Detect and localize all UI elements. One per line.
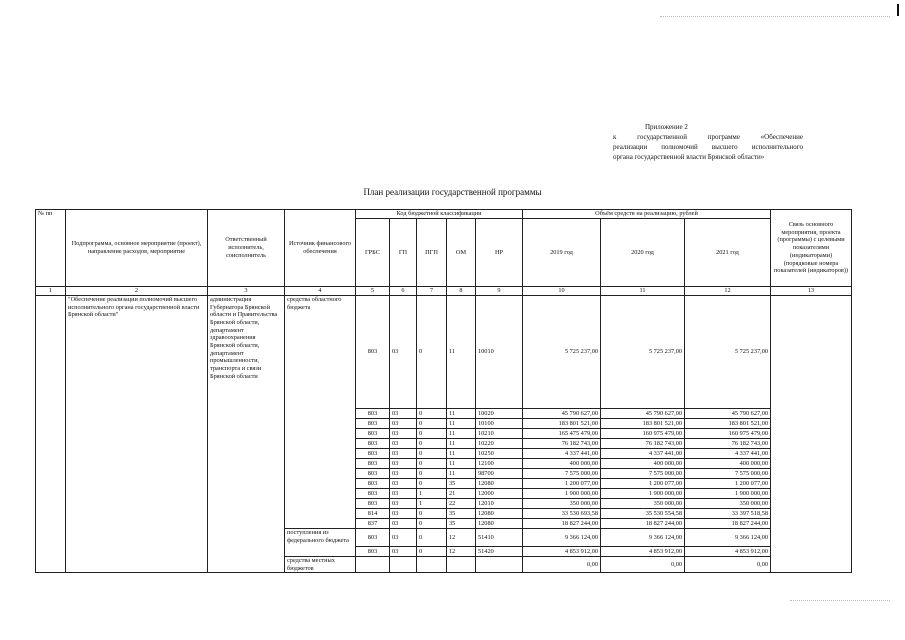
scan-dots-bottom (790, 600, 890, 601)
code-pgp-cell: 0 (417, 439, 447, 449)
amount-y2019-cell: 4 337 441,00 (523, 449, 601, 459)
amount-y2019-cell: 183 801 521,00 (523, 419, 601, 429)
code-gp-cell: 03 (390, 296, 417, 409)
amount-y2019-cell: 1 200 077,00 (523, 479, 601, 489)
code-gp-cell: 03 (390, 469, 417, 479)
amount-y2019-cell: 5 725 237,00 (523, 296, 601, 409)
column-number-cell: 12 (685, 287, 771, 296)
amount-y2019-cell: 7 575 000,00 (523, 469, 601, 479)
code-np-cell: 12010 (476, 499, 523, 509)
code-grbs-cell: 814 (356, 509, 390, 519)
code-grbs-cell: 803 (356, 459, 390, 469)
amount-y2020-cell: 183 801 521,00 (601, 419, 685, 429)
column-numbers-row (36, 287, 852, 296)
code-om-cell: 11 (447, 439, 476, 449)
amount-y2021-cell: 4 853 912,00 (685, 547, 771, 557)
scan-edge-mark (897, 4, 899, 16)
code-om-cell: 11 (447, 419, 476, 429)
column-number-cell: 9 (476, 287, 523, 296)
amount-y2019-cell: 0,00 (523, 557, 601, 573)
code-np-cell: 10210 (476, 429, 523, 439)
amount-y2019-cell: 9 366 124,00 (523, 529, 601, 547)
column-number-cell: 6 (390, 287, 417, 296)
code-grbs-cell: 803 (356, 409, 390, 419)
appendix-line-1: Приложение 2 (645, 123, 688, 131)
code-om-cell: 11 (447, 429, 476, 439)
appendix-line-2: к государственной программе «Обеспечение (613, 133, 803, 141)
code-om-cell: 11 (447, 449, 476, 459)
amount-y2019-cell: 1 900 000,00 (523, 489, 601, 499)
amount-y2021-cell: 33 397 518,58 (685, 509, 771, 519)
amount-y2020-cell: 5 725 237,00 (601, 296, 685, 409)
code-grbs-cell: 803 (356, 547, 390, 557)
amount-y2020-cell: 18 827 244,00 (601, 519, 685, 529)
column-number-cell: 5 (356, 287, 390, 296)
code-grbs-cell: 803 (356, 499, 390, 509)
amount-y2021-cell: 1 200 077,00 (685, 479, 771, 489)
code-om-cell: 21 (447, 489, 476, 499)
amount-y2021-cell: 4 337 441,00 (685, 449, 771, 459)
code-pgp-cell: 0 (417, 479, 447, 489)
code-pgp-cell: 0 (417, 529, 447, 547)
amount-y2020-cell: 1 900 000,00 (601, 489, 685, 499)
code-om-cell: 12 (447, 529, 476, 547)
code-gp-cell: 03 (390, 479, 417, 489)
code-om-cell: 11 (447, 459, 476, 469)
code-np-cell: 51410 (476, 529, 523, 547)
header-np: НР (476, 219, 523, 287)
appendix-line-3: реализации полномочий высшего исполнительного (613, 143, 803, 151)
amount-y2020-cell: 0,00 (601, 557, 685, 573)
code-om-cell: 35 (447, 519, 476, 529)
code-pgp-cell: 1 (417, 499, 447, 509)
code-pgp-cell: 0 (417, 519, 447, 529)
link-cell (771, 296, 852, 573)
amount-y2020-cell: 76 182 743,00 (601, 439, 685, 449)
amount-y2020-cell: 400 000,00 (601, 459, 685, 469)
header-budget-code: Код бюджетной классификации (356, 210, 523, 219)
code-pgp-cell: 0 (417, 509, 447, 519)
amount-y2021-cell: 400 000,00 (685, 459, 771, 469)
amount-y2019-cell: 4 853 912,00 (523, 547, 601, 557)
code-om-cell: 12 (447, 547, 476, 557)
table-row (36, 296, 852, 409)
code-np-cell: 51420 (476, 547, 523, 557)
amount-y2021-cell: 5 725 237,00 (685, 296, 771, 409)
code-gp-cell: 03 (390, 519, 417, 529)
amount-y2020-cell: 1 200 077,00 (601, 479, 685, 489)
amount-y2021-cell: 9 366 124,00 (685, 529, 771, 547)
code-pgp-cell: 0 (417, 449, 447, 459)
column-number-cell: 7 (417, 287, 447, 296)
code-empty-cell (447, 557, 476, 573)
amount-y2020-cell: 9 366 124,00 (601, 529, 685, 547)
header-2020: 2020 год (601, 219, 685, 287)
code-gp-cell: 03 (390, 459, 417, 469)
amount-y2019-cell: 33 530 693,58 (523, 509, 601, 519)
implementation-plan-table (35, 209, 852, 573)
code-grbs-cell: 803 (356, 469, 390, 479)
code-grbs-cell: 803 (356, 489, 390, 499)
header-volume: Объём средств на реализацию, рублей (523, 210, 771, 219)
amount-y2019-cell: 400 000,00 (523, 459, 601, 469)
code-np-cell: 12080 (476, 479, 523, 489)
code-empty-cell (356, 557, 390, 573)
code-grbs-cell: 803 (356, 439, 390, 449)
code-np-cell: 12100 (476, 459, 523, 469)
code-pgp-cell: 0 (417, 547, 447, 557)
appendix-note (613, 122, 803, 162)
amount-y2021-cell: 1 900 000,00 (685, 489, 771, 499)
code-pgp-cell: 0 (417, 419, 447, 429)
source-regional-cell: средства областного бюджета (285, 296, 356, 529)
executor-cell: администрация Губернатора Брянской области и Правительства Брянской области, департамент здравоохранения Брянской области, департамент промышленности, транспорта и связи Брянской области (208, 296, 285, 573)
amount-y2020-cell: 350 000,00 (601, 499, 685, 509)
code-grbs-cell: 803 (356, 296, 390, 409)
amount-y2019-cell: 76 182 743,00 (523, 439, 601, 449)
code-grbs-cell: 803 (356, 529, 390, 547)
code-empty-cell (390, 557, 417, 573)
code-om-cell: 22 (447, 499, 476, 509)
code-np-cell: 10100 (476, 419, 523, 429)
code-np-cell: 98700 (476, 469, 523, 479)
code-np-cell: 12080 (476, 509, 523, 519)
code-gp-cell: 03 (390, 499, 417, 509)
code-gp-cell: 03 (390, 509, 417, 519)
code-np-cell: 10010 (476, 296, 523, 409)
code-np-cell: 12080 (476, 519, 523, 529)
code-grbs-cell: 803 (356, 449, 390, 459)
code-gp-cell: 03 (390, 529, 417, 547)
header-link: Связь основного мероприятия, проекта (программы) с целевыми показателями (индикаторами) (порядковые номера показателей (индикаторов)) (771, 210, 852, 287)
amount-y2019-cell: 18 827 244,00 (523, 519, 601, 529)
code-pgp-cell: 0 (417, 469, 447, 479)
code-np-cell: 10020 (476, 409, 523, 419)
scan-dots-top (660, 16, 890, 17)
code-grbs-cell: 803 (356, 419, 390, 429)
code-om-cell: 35 (447, 479, 476, 489)
header-pgp: ПГП (417, 219, 447, 287)
code-np-cell: 10220 (476, 439, 523, 449)
amount-y2020-cell: 45 790 627,00 (601, 409, 685, 419)
header-source: Источник финансового обеспечения (285, 210, 356, 287)
source-local-cell: средства местных бюджетов (285, 557, 356, 573)
column-number-cell: 1 (36, 287, 66, 296)
amount-y2019-cell: 350 000,00 (523, 499, 601, 509)
header-2019: 2019 год (523, 219, 601, 287)
amount-y2021-cell: 7 575 000,00 (685, 469, 771, 479)
code-grbs-cell: 803 (356, 429, 390, 439)
code-om-cell: 11 (447, 409, 476, 419)
code-pgp-cell: 0 (417, 459, 447, 469)
header-executor: Ответственный исполнитель, соисполнитель (208, 210, 285, 287)
column-number-cell: 8 (447, 287, 476, 296)
code-gp-cell: 03 (390, 429, 417, 439)
column-number-cell: 11 (601, 287, 685, 296)
code-grbs-cell: 837 (356, 519, 390, 529)
document-title: План реализации государственной программы (363, 187, 542, 197)
code-om-cell: 35 (447, 509, 476, 519)
header-grbs: ГРБС (356, 219, 390, 287)
code-empty-cell (417, 557, 447, 573)
amount-y2020-cell: 35 530 554,58 (601, 509, 685, 519)
code-empty-cell (476, 557, 523, 573)
code-om-cell: 11 (447, 296, 476, 409)
amount-y2021-cell: 18 827 244,00 (685, 519, 771, 529)
code-gp-cell: 03 (390, 547, 417, 557)
column-number-cell: 13 (771, 287, 852, 296)
appendix-line-4: органа государственной власти Брянской области» (613, 153, 765, 161)
code-gp-cell: 03 (390, 449, 417, 459)
code-gp-cell: 03 (390, 439, 417, 449)
amount-y2019-cell: 45 790 627,00 (523, 409, 601, 419)
column-number-cell: 4 (285, 287, 356, 296)
column-number-cell: 2 (66, 287, 208, 296)
code-om-cell: 11 (447, 469, 476, 479)
amount-y2020-cell: 7 575 000,00 (601, 469, 685, 479)
code-pgp-cell: 0 (417, 409, 447, 419)
amount-y2020-cell: 4 853 912,00 (601, 547, 685, 557)
amount-y2020-cell: 160 975 479,00 (601, 429, 685, 439)
amount-y2019-cell: 165 475 479,00 (523, 429, 601, 439)
amount-y2021-cell: 76 182 743,00 (685, 439, 771, 449)
header-2021: 2021 год (685, 219, 771, 287)
code-pgp-cell: 0 (417, 296, 447, 409)
code-np-cell: 10250 (476, 449, 523, 459)
code-pgp-cell: 0 (417, 429, 447, 439)
amount-y2021-cell: 0,00 (685, 557, 771, 573)
program-name-cell: "Обеспечение реализации полномочий высшего исполнительного органа государственной власти Брянской области" (66, 296, 208, 573)
header-om: ОМ (447, 219, 476, 287)
column-number-cell: 3 (208, 287, 285, 296)
amount-y2021-cell: 183 801 521,00 (685, 419, 771, 429)
row-number-cell (36, 296, 66, 573)
amount-y2020-cell: 4 337 441,00 (601, 449, 685, 459)
code-gp-cell: 03 (390, 489, 417, 499)
code-grbs-cell: 803 (356, 479, 390, 489)
code-gp-cell: 03 (390, 419, 417, 429)
source-federal-cell: поступления из федерального бюджета (285, 529, 356, 557)
amount-y2021-cell: 350 000,00 (685, 499, 771, 509)
header-gp: ГП (390, 219, 417, 287)
code-gp-cell: 03 (390, 409, 417, 419)
table-body (36, 210, 852, 573)
code-np-cell: 12000 (476, 489, 523, 499)
header-num: № пп (36, 210, 66, 287)
header-program: Подпрограмма, основное мероприятие (проект), направление расходов, мероприятие (66, 210, 208, 287)
amount-y2021-cell: 160 975 479,00 (685, 429, 771, 439)
column-number-cell: 10 (523, 287, 601, 296)
code-pgp-cell: 1 (417, 489, 447, 499)
amount-y2021-cell: 45 790 627,00 (685, 409, 771, 419)
